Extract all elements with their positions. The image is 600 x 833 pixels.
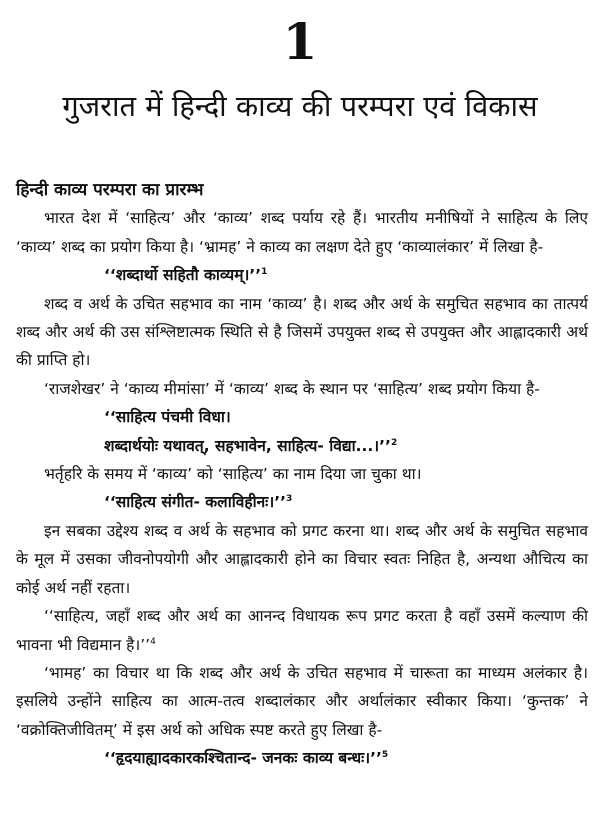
quote-2-line-2 bbox=[16, 432, 588, 460]
paragraph-6 bbox=[16, 602, 588, 659]
quote-4 bbox=[16, 744, 588, 772]
paragraph-3: ‘राजशेखर’ ने ‘काव्य मीमांसा’ में ‘काव्य’ शब्द के स्थान पर ‘साहित्य’ शब्द प्रयोग किया है- bbox=[44, 379, 540, 398]
footnote-ref-4: 4 bbox=[150, 636, 156, 647]
quote-2-line-1: ‘‘साहित्य पंचमी विधा। bbox=[104, 408, 231, 427]
section-heading: हिन्दी काव्य परम्परा का प्रारम्भ bbox=[16, 180, 204, 200]
paragraph-6-text: ‘‘साहित्य, जहाँ शब्द और अर्थ का आनन्द विधायक रूप प्रगट करता है वहाँ उसमें कल्याण की भावना भी विद्यमान है।’’ bbox=[16, 607, 588, 654]
paragraph-5: इन सबका उद्देश्य शब्द व अर्थ के सहभाव को प्रगट करना था। शब्द और अर्थ के समुचित सहभाव के मूल में उसका जीवनोपयोगी और आह्लादकारी होने का विचार स्वतः निहित है, अन्यथा औचित्य का कोई अर्थ नहीं रहता। bbox=[16, 521, 588, 597]
paragraph-4: भर्तृहरि के समय में ‘काव्य’ को ‘साहित्य’ का नाम दिया जा चुका था। bbox=[44, 465, 422, 484]
chapter-body bbox=[16, 176, 588, 773]
footnote-ref-3: 3 bbox=[285, 494, 293, 505]
paragraph-1: भारत देश में ‘साहित्य’ और ‘काव्य’ शब्द पर्याय रहे हैं। भारतीय मनीषियों ने साहित्य के लिए ‘काव्य’ शब्द का प्रयोग किया है। ‘भ्रामह’ ने काव्य का लक्षण देते हुए ‘काव्यालंकार’ में लिखा है- bbox=[16, 209, 588, 256]
quote-1-text: ‘‘शब्दार्थो सहितौ काव्यम्।’’ bbox=[104, 266, 262, 285]
quote-3-text: ‘‘साहित्य संगीत- कलाविहीनः।’’ bbox=[104, 493, 286, 512]
quote-2-text: शब्दार्थयोः यथावत्, सहभावेन, साहित्य- विद्या...।’’ bbox=[104, 436, 391, 455]
footnote-ref-1: 1 bbox=[261, 267, 268, 278]
footnote-ref-2: 2 bbox=[390, 437, 398, 448]
paragraph-2: शब्द व अर्थ के उचित सहभाव का नाम ‘काव्य’ है। शब्द और अर्थ के समुचित सहभाव का तात्पर्य शब्द और अर्थ की उस संश्लिष्टात्मक स्थिति से है जिसमें उपयुक्त शब्द से उपयुक्त और आह्लादकारी अर्थ की प्राप्ति हो। bbox=[16, 294, 588, 370]
chapter-title: गुजरात में हिन्दी काव्य की परम्परा एवं विकास bbox=[62, 89, 538, 123]
chapter-number: 1 bbox=[282, 12, 318, 71]
footnote-ref-5: 5 bbox=[381, 749, 389, 760]
quote-1 bbox=[16, 261, 588, 289]
quote-4-text: ‘‘हृदयाह्यादकारकश्चितान्द- जनकः काव्य बन्धः।’’ bbox=[104, 749, 382, 768]
paragraph-7: ‘भामह’ का विचार था कि शब्द और अर्थ के उचित सहभाव में चारूता का माध्यम अलंकार है। इसलिये उन्होंने साहित्य का आत्म-तत्व शब्दालंकार और अर्थालंकार स्वीकार किया। ‘कुन्तक’ ने ‘वक्रोक्तिजीवितम्’ में इस अर्थ को अधिक स्पष्ट करते हुए लिखा है- bbox=[16, 663, 588, 739]
quote-3 bbox=[16, 488, 588, 516]
